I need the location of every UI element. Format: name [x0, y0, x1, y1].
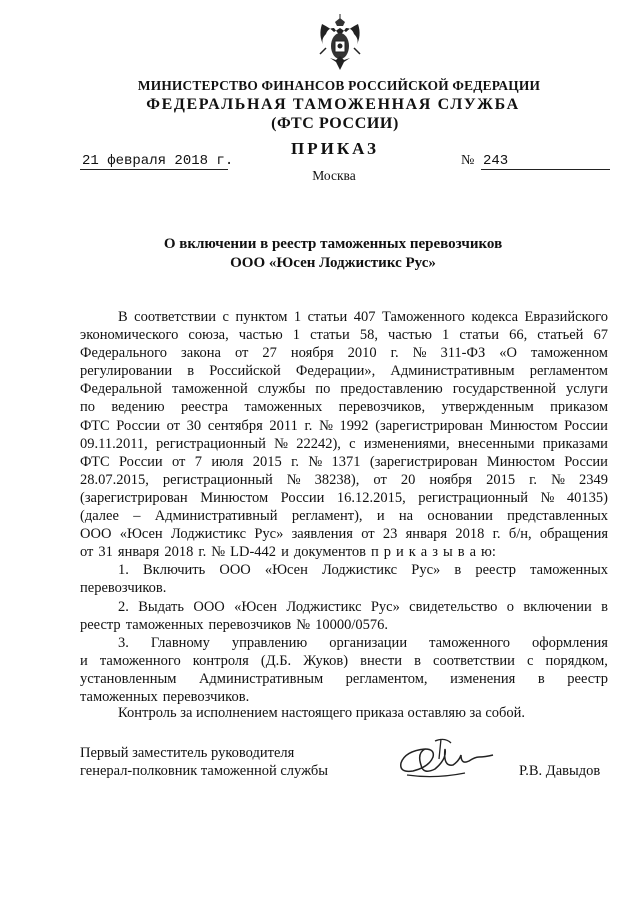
- body-line: 28.07.2015, регистрационный № 38238), от 20 ноября 2015 г. № 2349: [80, 471, 608, 488]
- body-line: перевозчиков.: [80, 580, 167, 597]
- body-line: Федерального закона от 27 ноября 2010 г. № 311-ФЗ «О таможенном: [80, 345, 608, 362]
- order-body-text: [80, 308, 608, 706]
- coat-of-arms-emblem: [316, 14, 364, 72]
- body-line: ФТС России от 30 сентября 2011 г. № 1992 (зарегистрирован Минюстом России: [80, 417, 608, 434]
- body-line: В соответствии с пунктом 1 статьи 407 Таможенного кодекса Евразийского: [118, 309, 608, 325]
- service-heading: ФЕДЕРАЛЬНАЯ ТАМОЖЕННАЯ СЛУЖБА: [146, 96, 520, 113]
- order-title-line-2: ООО «Юсен Лоджистикс Рус»: [230, 255, 436, 271]
- body-line: (далее – Административный регламент), и на основании представленных: [80, 508, 608, 525]
- body-line: 2. Выдать ООО «Юсен Лоджистикс Рус» свидетельство о включении в: [118, 598, 608, 615]
- body-line: 09.11.2011, регистрационный № 22242), с изменениями, внесенными приказами: [80, 435, 608, 452]
- signer-position-line-2: генерал-полковник таможенной службы: [80, 763, 329, 779]
- body-line: по ведению реестра таможенных перевозчиков, утвержденным приказом: [80, 399, 608, 416]
- body-line: Федеральной таможенной службы по предоставлению государственной услуги: [80, 381, 608, 398]
- closing-statement: Контроль за исполнением настоящего приказа оставляю за собой.: [118, 705, 526, 721]
- signer-name: Р.В. Давыдов: [519, 763, 601, 779]
- body-line: экономического союза, частью 1 статьи 58, частью 1 статьи 66, статьей 67: [80, 327, 608, 344]
- body-line: от 31 января 2018 г. № LD-442 и документов п р и к а з ы в а ю:: [80, 544, 496, 561]
- order-number-label: №: [461, 153, 475, 168]
- ministry-heading: МИНИСТЕРСТВО ФИНАНСОВ РОССИЙСКОЙ ФЕДЕРАЦИИ: [137, 78, 541, 93]
- body-line: ООО «Юсен Лоджистикс Рус» заявления от 23 января 2018 г. б/н, обращения: [80, 526, 608, 543]
- service-abbreviation: (ФТС РОССИИ): [271, 115, 399, 132]
- body-line: установленным Административным регламентом, изменения в реестр: [80, 670, 608, 687]
- handwritten-signature: [395, 735, 500, 785]
- body-line: 3. Главному управлению организации таможенного оформления: [118, 634, 608, 651]
- body-line: и таможенного контроля (Д.Б. Жуков) внести в соответствии с порядком,: [80, 652, 608, 669]
- body-line: реестр таможенных перевозчиков № 10000/0576.: [80, 616, 389, 633]
- body-line: таможенных перевозчиков.: [80, 688, 250, 705]
- body-line: (зарегистрирован Минюстом России 16.12.2015, регистрационный № 40135): [80, 489, 608, 506]
- document-type-heading: ПРИКАЗ: [291, 139, 379, 158]
- body-line: ФТС России от 7 июля 2015 г. № 1371 (зарегистрирован Минюстом России: [80, 453, 608, 470]
- order-number: 243: [481, 153, 610, 170]
- order-date: 21 февраля 2018 г.: [82, 153, 234, 169]
- city: Москва: [312, 168, 356, 183]
- body-line: регулировании в Российской Федерации», Административным регламентом: [80, 363, 608, 380]
- signer-position-line-1: Первый заместитель руководителя: [80, 745, 295, 761]
- body-line: 1. Включить ООО «Юсен Лоджистикс Рус» в реестр таможенных: [118, 562, 608, 579]
- order-title-line-1: О включении в реестр таможенных перевозчиков: [163, 236, 503, 252]
